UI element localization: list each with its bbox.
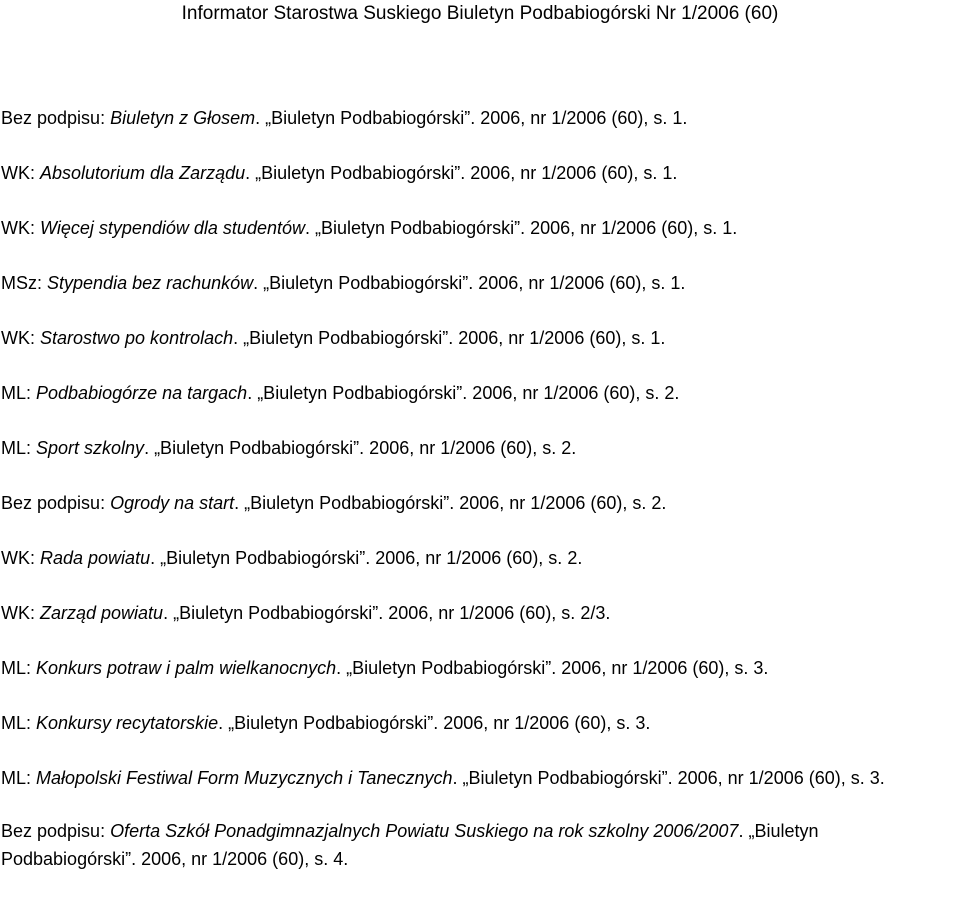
entry-author: ML: (1, 768, 37, 788)
entry-source: . „Biuletyn Podbabiogórski”. 2006, nr 1/2006 (60), s. 3. (218, 713, 651, 733)
entry-author: ML: (1, 383, 37, 403)
entry-title: Więcej stypendiów dla studentów (40, 218, 305, 238)
entry-source: . „Biuletyn Podbabiogórski”. 2006, nr 1/2006 (60), s. 2/3. (163, 603, 611, 623)
entry-author: WK: (1, 328, 40, 348)
bibliography-entry (1, 599, 956, 627)
entry-source: . „Biuletyn Podbabiogórski”. 2006, nr 1/2006 (60), s. 2. (234, 493, 667, 513)
entry-title: Ogrody na start (110, 493, 235, 513)
bibliography-entry (1, 269, 956, 297)
entry-title: Podbabiogórze na targach (36, 383, 248, 403)
bibliography-list (1, 104, 956, 898)
entry-source: . „Biuletyn Podbabiogórski”. 2006, nr 1/2006 (60), s. 1. (245, 163, 678, 183)
entry-author: ML: (1, 438, 37, 458)
entry-author: ML: (1, 658, 37, 678)
entry-title: Starostwo po kontrolach (40, 328, 234, 348)
bibliography-entry (1, 324, 956, 352)
entry-source: . „Biuletyn Podbabiogórski”. 2006, nr 1/2006 (60), s. 2. (247, 383, 680, 403)
bibliography-entry (1, 544, 956, 572)
entry-title: Rada powiatu (40, 548, 151, 568)
bibliography-entry (1, 654, 956, 682)
entry-title: Małopolski Festiwal Form Muzycznych i Tanecznych (36, 768, 453, 788)
bibliography-entry (1, 379, 956, 407)
bibliography-entry (1, 489, 956, 517)
bibliography-entry (1, 709, 956, 737)
entry-source: . „Biuletyn Podbabiogórski”. 2006, nr 1/2006 (60), s. 1. (253, 273, 686, 293)
bibliography-entry (1, 214, 956, 242)
entry-title: Sport szkolny (36, 438, 145, 458)
entry-title: Oferta Szkół Ponadgimnazjalnych Powiatu Suskiego na rok szkolny 2006/2007 (110, 821, 739, 841)
entry-title: Zarząd powiatu (40, 603, 164, 623)
entry-author: Bez podpisu: (1, 108, 111, 128)
entry-author: Bez podpisu: (1, 821, 111, 841)
entry-source: . „Biuletyn Podbabiogórski”. 2006, nr 1/2006 (60), s. 1. (233, 328, 666, 348)
bibliography-entry (1, 817, 956, 873)
entry-source: . „Biuletyn Podbabiogórski”. 2006, nr 1/2006 (60), s. 3. (452, 768, 885, 788)
entry-author: WK: (1, 163, 40, 183)
entry-source: . „Biuletyn Podbabiogórski”. 2006, nr 1/2006 (60), s. 1. (255, 108, 688, 128)
entry-source: . „Biuletyn Podbabiogórski”. 2006, nr 1/2006 (60), s. 4. (1, 821, 819, 869)
entry-author: WK: (1, 603, 40, 623)
entry-title: Konkursy recytatorskie (36, 713, 219, 733)
entry-title: Stypendia bez rachunków (47, 273, 254, 293)
bibliography-entry (1, 764, 956, 792)
entry-source: . „Biuletyn Podbabiogórski”. 2006, nr 1/2006 (60), s. 2. (150, 548, 583, 568)
bibliography-entry (1, 159, 956, 187)
bibliography-entry (1, 434, 956, 462)
entry-author: Bez podpisu: (1, 493, 111, 513)
running-header: Informator Starostwa Suskiego Biuletyn Podbabiogórski Nr 1/2006 (60) (181, 3, 779, 24)
entry-title: Absolutorium dla Zarządu (40, 163, 246, 183)
entry-source: . „Biuletyn Podbabiogórski”. 2006, nr 1/2006 (60), s. 1. (304, 218, 738, 238)
entry-author: ML: (1, 713, 37, 733)
entry-title: Konkurs potraw i palm wielkanocnych (36, 658, 337, 678)
entry-author: WK: (1, 548, 40, 568)
entry-source: . „Biuletyn Podbabiogórski”. 2006, nr 1/2006 (60), s. 2. (144, 438, 577, 458)
entry-author: WK: (1, 218, 40, 238)
entry-title: Biuletyn z Głosem (110, 108, 256, 128)
entry-author: MSz: (1, 273, 48, 293)
bibliography-entry (1, 104, 956, 132)
entry-source: . „Biuletyn Podbabiogórski”. 2006, nr 1/2006 (60), s. 3. (336, 658, 769, 678)
